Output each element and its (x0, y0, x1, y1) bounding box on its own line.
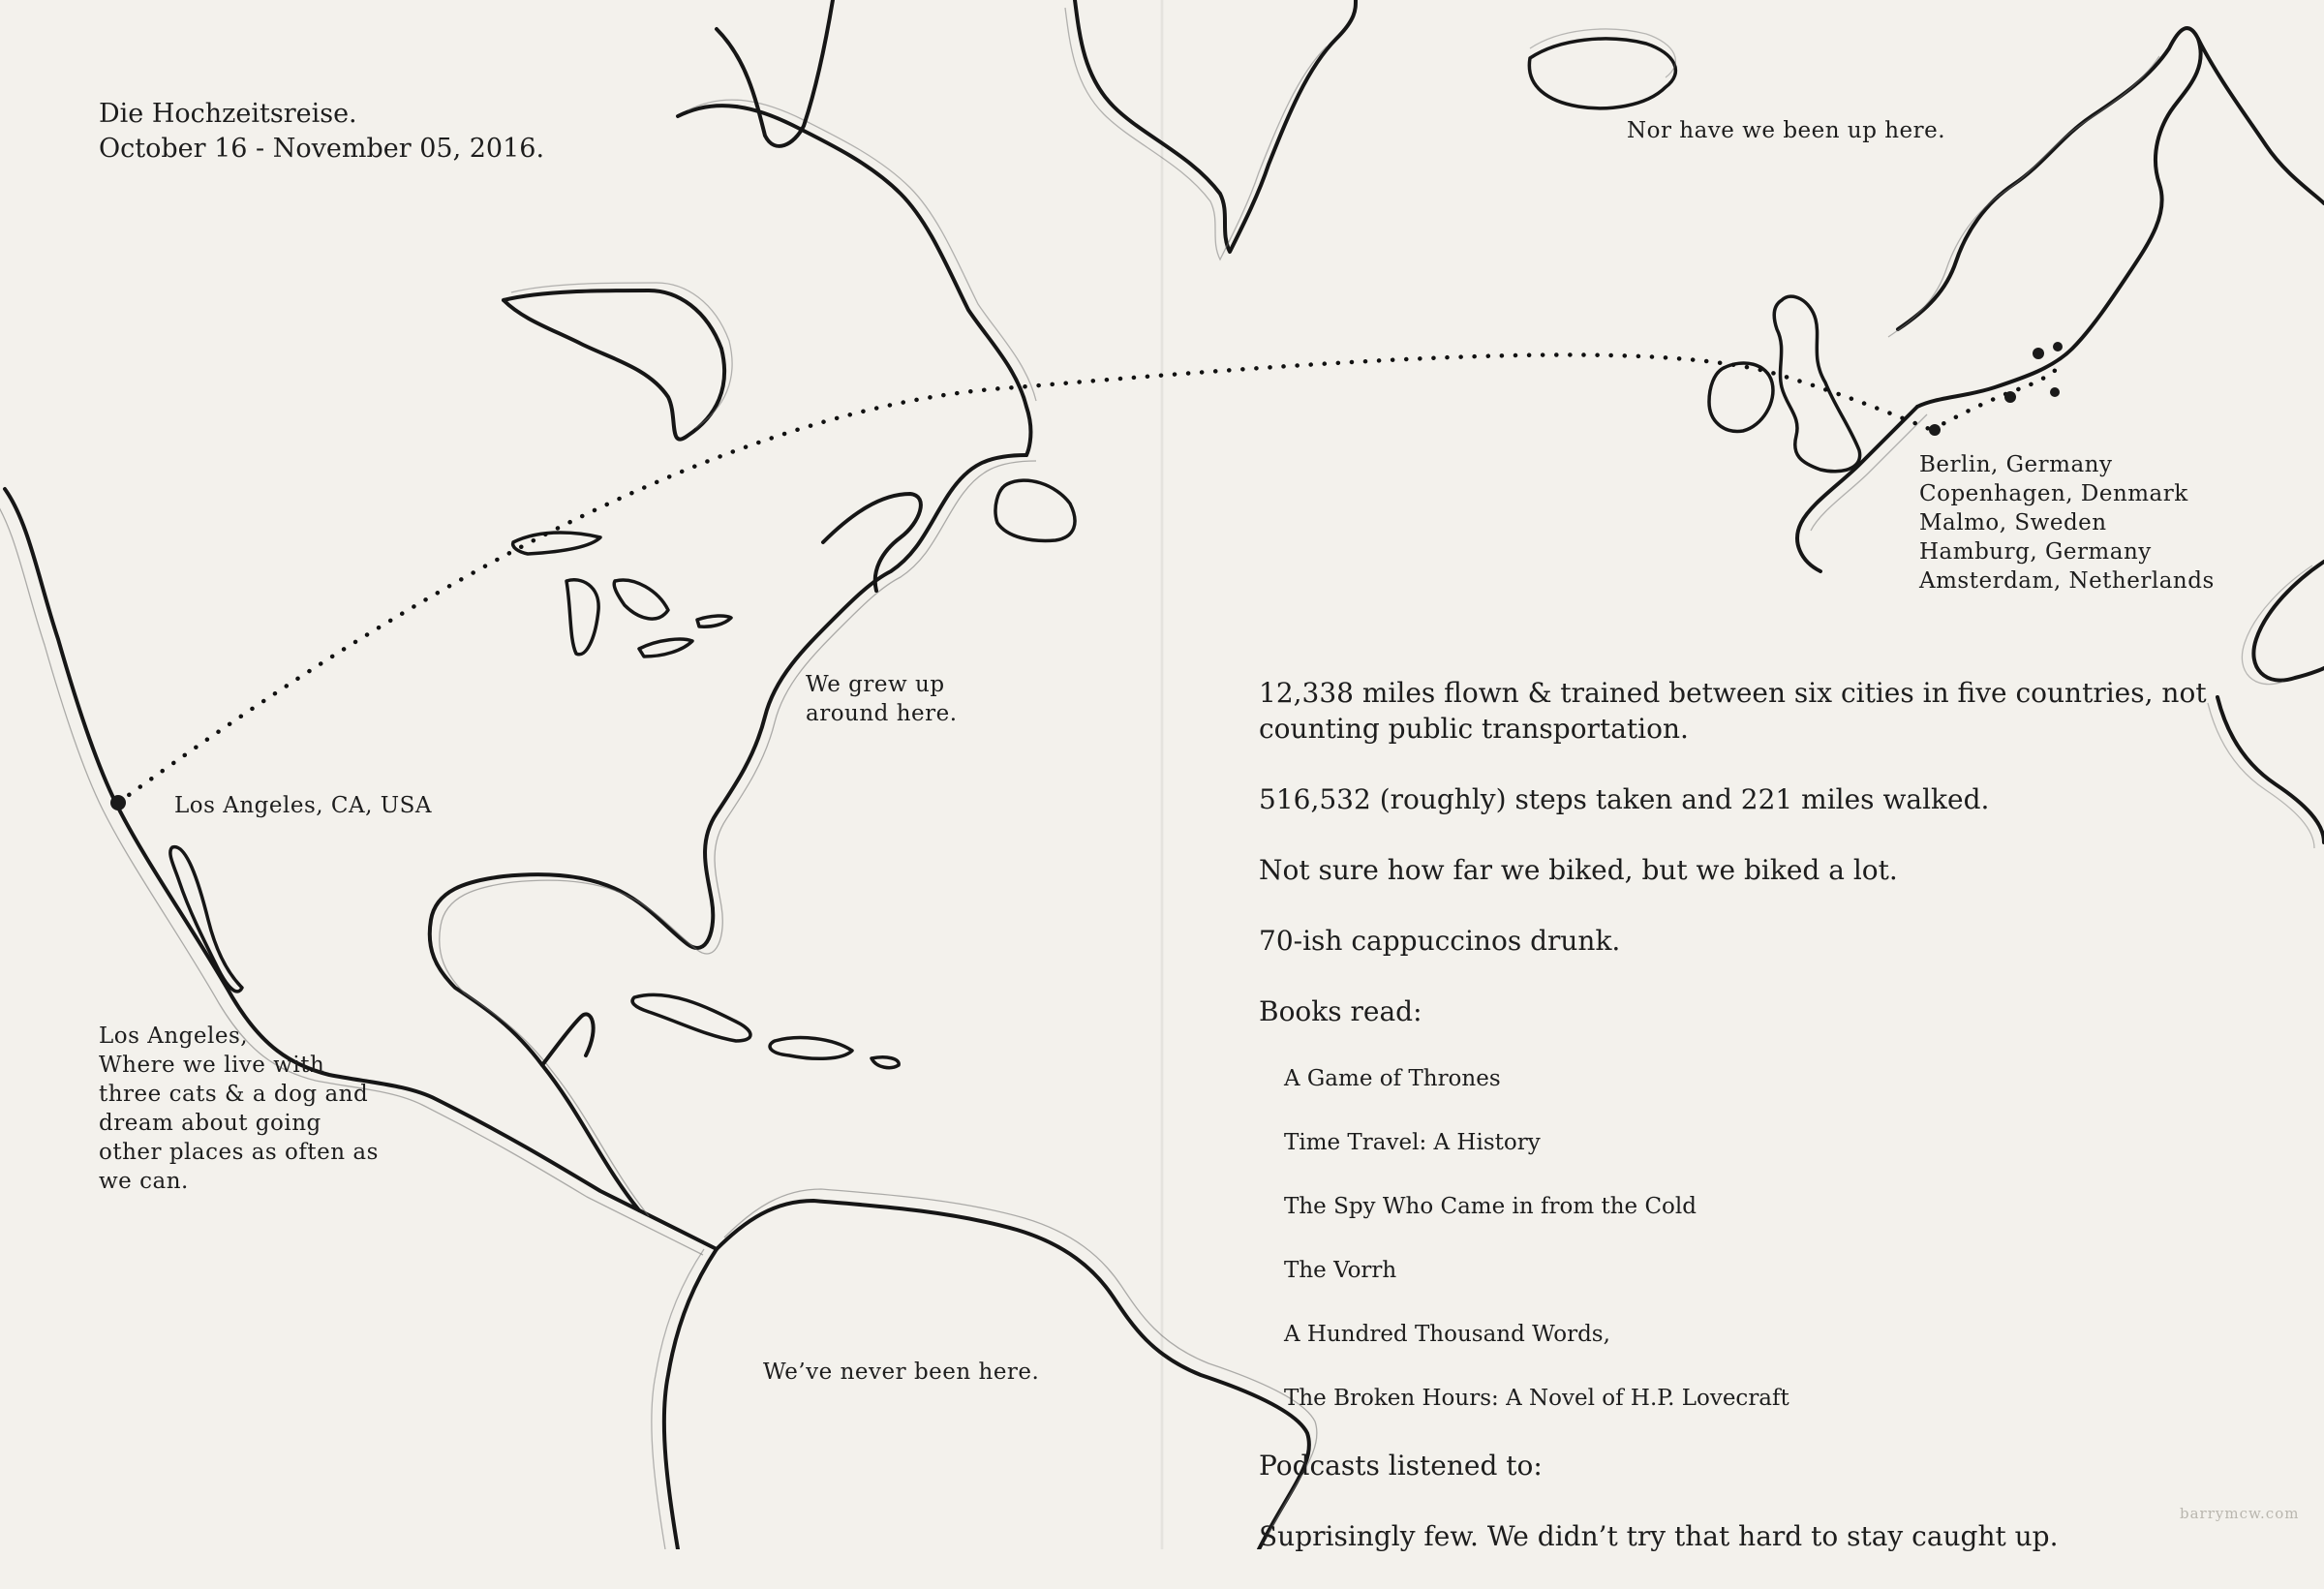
city-name: Hamburg, Germany (1919, 539, 2152, 565)
labrador-coast (678, 106, 1030, 455)
site-credit: barrymcw.com (2180, 1505, 2300, 1522)
baja-peninsula (170, 847, 242, 992)
stat-biked: Not sure how far we biked, but we biked a lot. (1259, 854, 1898, 886)
la-note-line: Los Angeles, (99, 1024, 249, 1049)
berlin-marker (2050, 387, 2060, 397)
malmo-marker (2053, 342, 2063, 351)
puerto-rico-island (872, 1057, 899, 1068)
scandinavia-coast (1898, 28, 2201, 407)
trip-title: Die Hochzeitsreise. (99, 99, 357, 129)
hispaniola-island (770, 1038, 852, 1059)
yucatan (542, 1014, 594, 1065)
books-section (1259, 993, 2227, 1413)
baffin-coast (717, 0, 833, 146)
city-name: Malmo, Sweden (1919, 510, 2107, 535)
hamburg-marker (2004, 391, 2016, 403)
grew-up-label (806, 670, 958, 728)
books-heading: Books read: (1259, 995, 1422, 1027)
lake-superior (513, 533, 600, 554)
book-title: The Vorrh (1284, 1258, 1397, 1283)
book-title: A Game of Thrones (1284, 1066, 1501, 1091)
iberia-coast (2217, 697, 2324, 842)
book-title: Time Travel: A History (1284, 1130, 1541, 1155)
east-coast (430, 455, 1026, 1210)
la-note-line: we can. (99, 1169, 189, 1194)
norway-coast (2198, 39, 2324, 203)
cuba-island (632, 994, 750, 1041)
south-america-west-coast (664, 1249, 717, 1549)
la-note-line: Where we live with (99, 1053, 325, 1078)
podcasts-text: Suprisingly few. We didn’t try that hard to stay caught up. (1259, 1520, 2059, 1552)
copenhagen-marker (2033, 348, 2044, 359)
city-name: Amsterdam, Netherlands (1919, 568, 2215, 594)
newfoundland-island (995, 480, 1075, 540)
city-name: Copenhagen, Denmark (1919, 481, 2188, 506)
book-title: The Broken Hours: A Novel of H.P. Lovecraft (1284, 1386, 1789, 1411)
amsterdam-marker (1929, 424, 1941, 436)
book-title: The Spy Who Came in from the Cold (1284, 1194, 1697, 1219)
trip-title-block (99, 97, 544, 167)
europe-cities-list (1919, 450, 2215, 596)
lake-erie (639, 639, 692, 657)
stat-flown: 12,338 miles flown & trained between six cities in five countries, not counting public transportation. (1259, 677, 2207, 745)
africa-coast (2253, 562, 2324, 681)
trip-stats (1259, 675, 2227, 1589)
great-britain-island (1774, 296, 1859, 472)
los-angeles-note (99, 1022, 379, 1196)
ireland-island (1709, 363, 1773, 431)
la-note-line: three cats & a dog and (99, 1082, 369, 1107)
podcasts-section (1259, 1448, 2227, 1554)
south-label: We’ve never been here. (763, 1360, 1040, 1385)
grew-up-line2: around here. (806, 701, 958, 726)
los-angeles-marker (110, 795, 126, 810)
page-fold (1160, 0, 1164, 1549)
lake-michigan (566, 580, 598, 655)
city-name: Berlin, Germany (1919, 452, 2113, 477)
los-angeles-label: Los Angeles, CA, USA (174, 793, 432, 818)
grew-up-line1: We grew up (806, 672, 945, 697)
podcasts-heading: Podcasts listened to: (1259, 1450, 1543, 1482)
lake-huron (614, 580, 668, 619)
north-label: Nor have we been up here. (1627, 118, 1946, 143)
st-lawrence-coast (823, 494, 921, 591)
stat-coffee: 70-ish cappuccinos drunk. (1259, 925, 1621, 957)
canada-coast (504, 290, 724, 440)
la-note-line: other places as often as (99, 1140, 379, 1165)
stat-steps: 516,532 (roughly) steps taken and 221 miles walked. (1259, 783, 1990, 815)
iceland-island (1529, 39, 1675, 108)
trip-dates: October 16 - November 05, 2016. (99, 134, 545, 164)
la-note-line: dream about going (99, 1111, 321, 1136)
book-title: A Hundred Thousand Words, (1284, 1322, 1610, 1347)
lake-ontario (697, 616, 731, 626)
